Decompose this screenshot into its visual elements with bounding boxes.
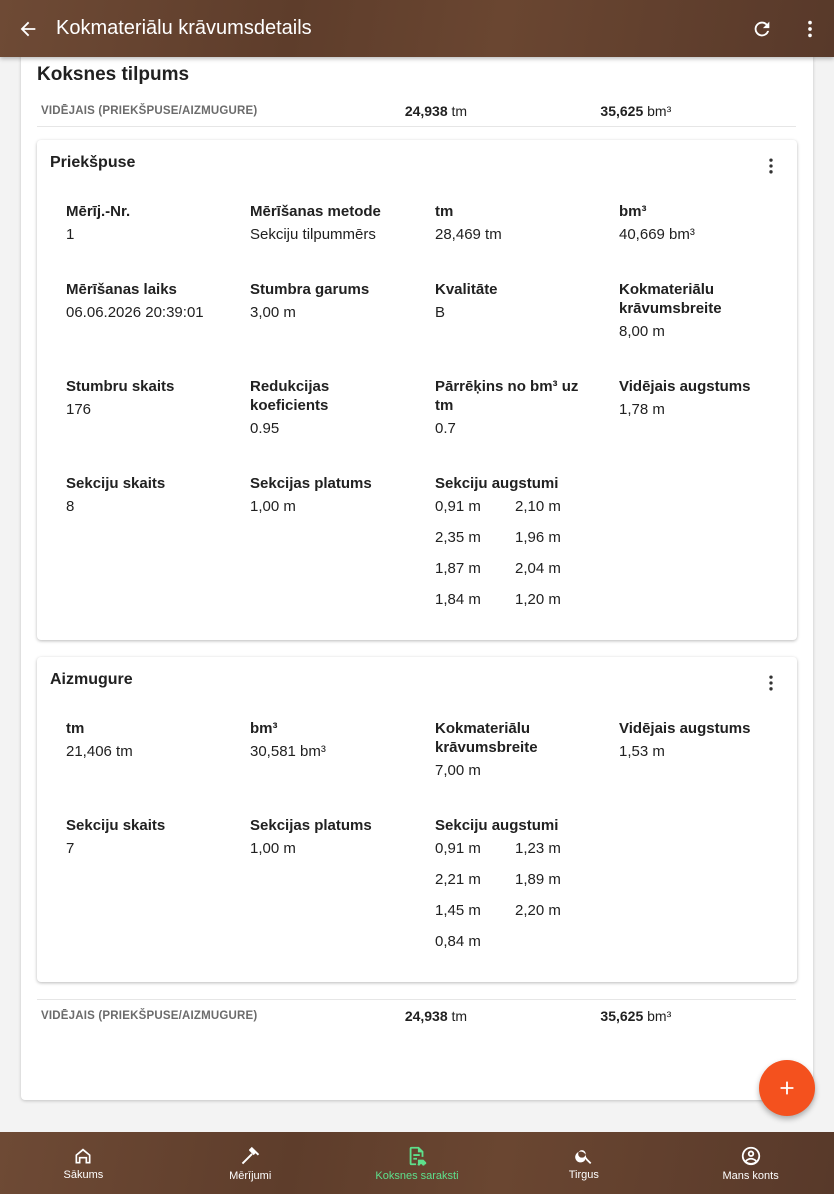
back-button[interactable] (0, 0, 56, 57)
field-method: Mērīšanas metode Sekciju tilpummērs (250, 203, 381, 243)
search-icon (574, 1146, 594, 1166)
document-truck-icon (406, 1145, 428, 1167)
field-section-width: Sekcijas platums 1,00 m (250, 475, 372, 515)
average-bm: 35,625 bm³ (600, 102, 672, 119)
average-bm: 35,625 bm³ (600, 1007, 672, 1024)
back-card-menu-button[interactable] (759, 671, 783, 695)
average-tm: 24,938 tm (404, 1007, 468, 1024)
app-bar (0, 0, 834, 57)
nav-item-wood-lists[interactable]: Koksnes saraksti (334, 1132, 501, 1194)
section-height: 0,84 m (435, 933, 481, 950)
more-menu-button[interactable] (786, 0, 834, 57)
account-circle-icon (740, 1145, 762, 1167)
average-label: VIDĒJAIS (PRIEKŠPUSE/AIZMUGURE) (41, 104, 258, 117)
section-height: 1,23 m (515, 840, 561, 857)
front-card (37, 140, 797, 640)
arrow-back-icon (17, 18, 39, 40)
field-avg-height: Vidējais augstums 1,53 m (619, 720, 751, 760)
bottom-navigation (0, 1132, 834, 1194)
home-icon (73, 1146, 93, 1166)
field-length: Stumbra garums 3,00 m (250, 281, 370, 321)
hammer-icon (239, 1145, 261, 1167)
card-title-front: Priekšpuse (50, 154, 136, 171)
field-measure-nr: Mērīj.-Nr. 1 (66, 203, 131, 243)
front-card-menu-button[interactable] (759, 154, 783, 178)
card-title-back: Aizmugure (50, 671, 133, 688)
content-area[interactable] (0, 57, 834, 1132)
refresh-button[interactable] (738, 0, 786, 57)
nav-item-home[interactable]: Sākums (0, 1132, 167, 1194)
field-quality: Kvalitāte B (435, 281, 498, 321)
page-title: Kokmateriālu krāvumsdetails (56, 17, 312, 39)
field-section-width: Sekcijas platums 1,00 m (250, 817, 372, 857)
field-time: Mērīšanas laiks 06.06.2026 20:39:01 (66, 281, 204, 321)
section-height: 1,84 m (435, 591, 481, 608)
nav-item-measurements[interactable]: Mērījumi (167, 1132, 334, 1194)
section-height: 1,89 m (515, 871, 561, 888)
section-height: 1,45 m (435, 902, 481, 919)
section-height: 1,20 m (515, 591, 561, 608)
section-height: 2,20 m (515, 902, 561, 919)
nav-item-account[interactable]: Mans konts (667, 1132, 834, 1194)
field-tm: tm 21,406 tm (66, 720, 133, 760)
average-row-bottom (37, 999, 796, 1031)
field-bm: bm³ 30,581 bm³ (250, 720, 326, 760)
section-height: 2,21 m (435, 871, 481, 888)
more-vert-icon (761, 156, 781, 176)
average-label: VIDĒJAIS (PRIEKŠPUSE/AIZMUGURE) (41, 1009, 258, 1022)
section-heights-grid (435, 497, 605, 609)
add-fab-button[interactable] (759, 1060, 815, 1116)
average-tm: 24,938 tm (404, 102, 468, 119)
section-height: 0,91 m (435, 840, 481, 857)
field-avg-height: Vidējais augstums 1,78 m (619, 378, 751, 418)
section-height: 2,10 m (515, 498, 561, 515)
section-height: 2,35 m (435, 529, 481, 546)
field-conversion: Pārrēķins no bm³ uz tm 0.7 (435, 378, 579, 437)
field-tm: tm 28,469 tm (435, 203, 502, 243)
average-row-top (37, 95, 796, 127)
field-width: Kokmateriālu krāvumsbreite 7,00 m (435, 720, 538, 779)
section-title: Koksnes tilpums (37, 64, 190, 85)
nav-item-market[interactable]: Tirgus (500, 1132, 667, 1194)
more-vert-icon (799, 18, 821, 40)
section-height: 1,96 m (515, 529, 561, 546)
back-card (37, 657, 797, 982)
field-section-heights: Sekciju augstumi 0,91 m 1,23 m 2,21 m 1,89 m 1,45 m 2,20 m 0,84 m (435, 816, 605, 951)
add-icon (776, 1077, 798, 1099)
field-section-count: Sekciju skaits 8 (66, 475, 166, 515)
field-reduction: Redukcijas koeficients 0.95 (250, 378, 330, 437)
more-vert-icon (761, 673, 781, 693)
field-stem-count: Stumbru skaits 176 (66, 378, 175, 418)
field-section-heights: Sekciju augstumi 0,91 m 2,10 m 2,35 m 1,96 m 1,87 m 2,04 m 1,84 m 1,20 m (435, 474, 605, 609)
section-heights-grid (435, 839, 605, 951)
field-width: Kokmateriālu krāvumsbreite 8,00 m (619, 281, 722, 340)
section-height: 0,91 m (435, 498, 481, 515)
refresh-icon (751, 18, 773, 40)
field-section-count: Sekciju skaits 7 (66, 817, 166, 857)
section-height: 1,87 m (435, 560, 481, 577)
field-bm: bm³ 40,669 bm³ (619, 203, 695, 243)
section-height: 2,04 m (515, 560, 561, 577)
